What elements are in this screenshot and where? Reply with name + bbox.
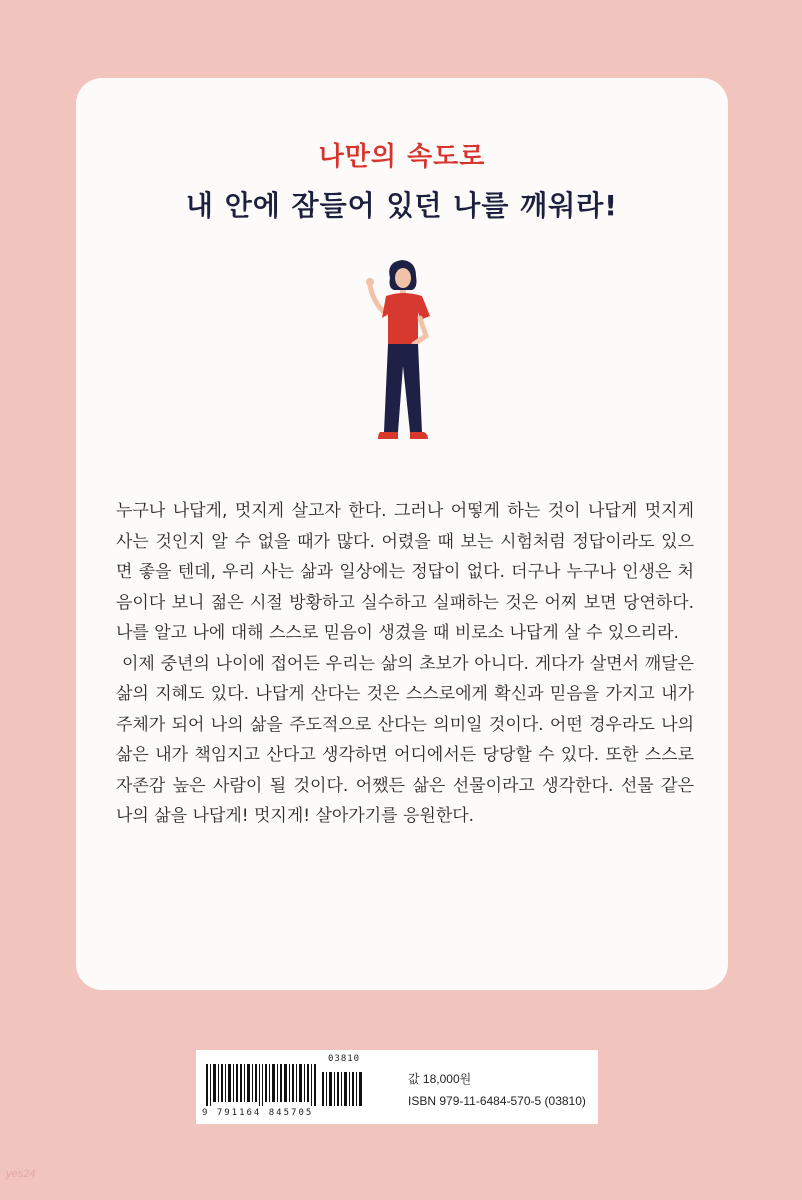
woman-waving-illustration xyxy=(356,256,446,456)
watermark-logo: yes24 xyxy=(6,1168,36,1180)
barcode-label xyxy=(196,1050,598,1124)
barcode-main-digits: 9 791164 845705 xyxy=(202,1108,314,1118)
blurb-paragraph: 이제 중년의 나이에 접어든 우리는 삶의 초보가 아니다. 게다가 살면서 깨달은 삶의 지혜도 있다. 나답게 산다는 것은 스스로에게 확신과 믿음을 가지고 내가 주체가 되어 나의 삶을 주도적으로 산다는 의미일 것이다. 어떤 경우라도 나의 삶은 내가 책임지고 산다고 생각하면 어디에서든 당당할 수 있다. 또한 스스로 자존감 높은 사람이 될 것이다. 어쨌든 삶은 선물이라고 생각한다. 선물 같은 나의 삶을 나답게! 멋지게! 살아가기를 응원한다. xyxy=(116,653,694,826)
headline-line2: 내 안에 잠들어 있던 나를 깨워라! xyxy=(185,189,619,222)
blurb-paragraph: 누구나 나답게, 멋지게 살고자 한다. 그러나 어떻게 하는 것이 나답게 멋지게 사는 것인지 알 수 없을 때가 많다. 어렸을 때 보는 시험처럼 정답이라도 있으면 좋을 텐데, 우리 사는 삶과 일상에는 정답이 없다. 더구나 누구나 인생은 처음이다 보니 젊은 시절 방황하고 실수하고 실패하는 것은 어찌 보면 당연하다. 나를 알고 나에 대해 스스로 믿음이 생겼을 때 비로소 나답게 살 수 있으리라. xyxy=(116,501,694,643)
barcode-image xyxy=(206,1064,366,1106)
price-label: 값 18,000원 xyxy=(408,1072,472,1086)
isbn-label: ISBN 979-11-6484-570-5 (03810) xyxy=(408,1094,586,1108)
blurb-text xyxy=(116,496,694,832)
headline-line1: 나만의 속도로 xyxy=(318,142,486,172)
back-cover-card xyxy=(76,78,728,990)
barcode-addon-digits: 03810 xyxy=(328,1054,361,1064)
